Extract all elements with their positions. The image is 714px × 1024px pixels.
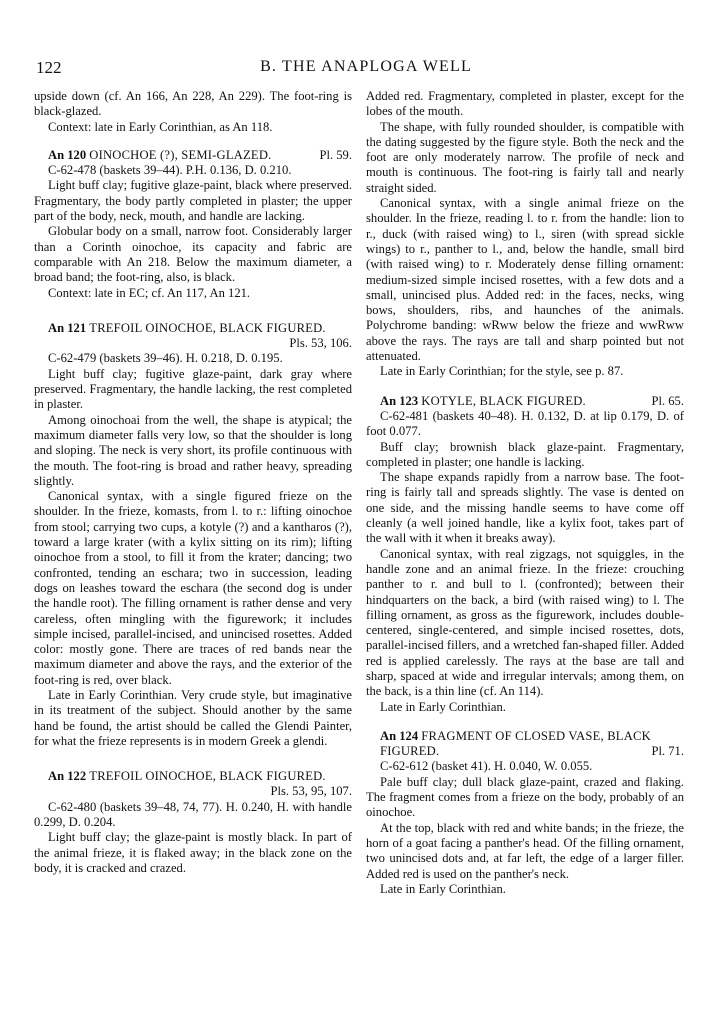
paragraph: Pale buff clay; dull black glaze-paint, crazed and flaking. The fragment comes from a frieze on the body, probably of an oinochoe.	[366, 774, 684, 820]
entry-id: An 123	[380, 393, 419, 408]
entry-title: OINOCHOE (?), SEMI-GLAZED.	[89, 147, 272, 162]
plate-ref: Pl. 59.	[319, 147, 352, 162]
entry-title: TREFOIL OINOCHOE, BLACK FIGURED.	[89, 320, 326, 335]
entry-title: FRAGMENT OF CLOSED VASE, BLACK	[421, 728, 651, 743]
paragraph: Globular body on a small, narrow foot. Considerably larger than a Corinth oinochoe, its capacity and fabric are comparable with An 218. Below the maximum diameter, a broad band; the foot-ring, also, is black.	[34, 224, 352, 285]
entry-id: An 122	[48, 769, 87, 784]
paragraph: Context: late in EC; cf. An 117, An 121.	[48, 285, 251, 300]
catalogue-line: C-62-481 (baskets 40–48). H. 0.132, D. at lip 0.179, D. of foot 0.077.	[366, 408, 684, 439]
running-title: B. THE ANAPLOGA WELL	[260, 58, 472, 75]
paragraph: Late in Early Corinthian. Very crude style, but imaginative in its treatment of the subject. Should another by the same hand be found, the artist should be called the Glendi Painter, for what the frieze represents is in modern Greek a glendi.	[34, 687, 352, 748]
right-column	[366, 89, 684, 897]
page-number: 122	[36, 58, 62, 77]
paragraph: Canonical syntax, with a single figured frieze on the shoulder. In the frieze, komasts, from l. to r.: lifting oinochoe from stool; carrying two cups, a kotyle (?) and a kantharos (?), toward a large krater (with a kylix sitting on its rim); lifting oinochoe from a stool, to fill it from the krater; dancing; two confronted, tending an eschara; two in succession, leading dogs on leashes toward the eschara (the second dog is under the handle root). The filling ornament is rather dense and very careless, often mingling with the figurework; it includes simple incised, parallel-incised, and unincised rosettes. Added color: mostly gone. There are traces of red bands near the maximum diameter and above the rays, and the exterior of the foot-ring is red, over black.	[34, 489, 352, 687]
paragraph: Light buff clay; fugitive glaze-paint, dark gray where preserved. Fragmentary, the handle lacking, the rest completed in plaster.	[34, 366, 352, 412]
page-header	[36, 58, 696, 80]
entry-id: An 121	[48, 320, 87, 335]
paragraph: The shape, with fully rounded shoulder, is compatible with the dating suggested by the figure style. Both the neck and the foot are only moderately narrow. The profile of neck and mouth is continuous. The foot-ring is fairly tall and nearly straight sided.	[366, 119, 684, 195]
plate-ref: Pls. 53, 95, 107.	[270, 784, 352, 799]
plate-ref: Pl. 65.	[651, 393, 684, 408]
paragraph: Late in Early Corinthian.	[380, 699, 506, 714]
paragraph: Canonical syntax, with real zigzags, not squiggles, in the handle zone and an animal frieze. In the frieze: crouching panther to r. and bull to l. (confronted); between their hindquarters on the back, a bird (with raised wing) to l. The filling ornament, as gross as the figurework, includes double-centered, single-centered, and simple incised rosettes, dots, parallel-incised fillers, and a wretched fan-shaped filler. Added red is applied carelessly. The rays at the base are tall and sharp, spaced at wide and irregular intervals; among them, on the back, is a thin line (cf. An 114).	[366, 546, 684, 699]
paragraph: Buff clay; brownish black glaze-paint. Fragmentary, completed in plaster; one handle is lacking.	[366, 439, 684, 469]
paragraph: The shape expands rapidly from a narrow base. The foot-ring is fairly tall and spreads slightly. The vase is dented on one side, and the missing handle seems to have come off cleanly (a well joined handle, like a kylix foot, takes part of the wall with it when it breaks away).	[366, 470, 684, 546]
entry-id: An 120	[48, 147, 87, 162]
catalogue-line: C-62-479 (baskets 39–46). H. 0.218, D. 0.195.	[48, 351, 283, 366]
paragraph: Among oinochoai from the well, the shape is atypical; the maximum diameter falls very low, so that the shoulder is long and sloping. The neck is very short, its profile continuous with the mouth. The foot-ring is broad and rather heavy, spreading slightly.	[34, 412, 352, 488]
entry-title-cont: FIGURED.	[380, 744, 440, 759]
left-column	[34, 89, 352, 876]
paragraph: Late in Early Corinthian.	[380, 881, 506, 896]
paragraph: Canonical syntax, with a single animal frieze on the shoulder. In the frieze, reading l. to r. from the handle: lion to r., duck (with raised wing) to l., siren (with spread sickle wings) to r., panther to l., and, below the handle, small bird (with raised wing) to r. Moderately dense filling ornament: medium-sized simple incised rosettes, with a few dots and a small, unincised plus. Added red: in the faces, necks, wing bows, shoulders, ribs, and haunches of the animals. Polychrome banding: wRww below the frieze and wwRww above the rays. The rays are tall and sharp pointed but not attenuated.	[366, 196, 684, 364]
catalogue-line: C-62-478 (baskets 39–44). P.H. 0.136, D. 0.210.	[48, 163, 292, 178]
entry-an122	[34, 769, 352, 876]
entry-an124	[366, 729, 684, 897]
paragraph: Late in Early Corinthian; for the style, see p. 87.	[380, 364, 624, 379]
entry-title: KOTYLE, BLACK FIGURED.	[421, 393, 586, 408]
continuation-text: upside down (cf. An 166, An 228, An 229). The foot-ring is black-glazed.	[34, 89, 352, 119]
paragraph: Added red. Fragmentary, completed in plaster, except for the lobes of the mouth.	[366, 89, 684, 119]
entry-id: An 124	[380, 728, 419, 743]
entry-title: TREFOIL OINOCHOE, BLACK FIGURED.	[89, 769, 326, 784]
paragraph: Light buff clay; fugitive glaze-paint, black where preserved. Fragmentary, the body partly completed in plaster; the upper part of the body, neck, mouth, and handle are lacking.	[34, 178, 352, 224]
paragraph: Light buff clay; the glaze-paint is mostly black. In part of the animal frieze, it is flaked away; in the black zone on the body, it is cracked and crazed.	[34, 830, 352, 875]
entry-an120	[34, 148, 352, 301]
entry-an123	[366, 394, 684, 715]
plate-ref: Pl. 71.	[651, 744, 684, 759]
plate-ref: Pls. 53, 106.	[289, 336, 352, 351]
catalogue-line: C-62-480 (baskets 39–48, 74, 77). H. 0.240, H. with handle 0.299, D. 0.204.	[34, 799, 352, 830]
catalogue-line: C-62-612 (basket 41). H. 0.040, W. 0.055.	[380, 759, 593, 774]
paragraph: At the top, black with red and white bands; in the frieze, the horn of a goat facing a panther's head. Of the filling ornament, two unincised dots and, at far left, the edge of a larger filler. Added red is used on the panther's neck.	[366, 820, 684, 881]
continuation-context: Context: late in Early Corinthian, as An 118.	[48, 119, 273, 134]
entry-an121	[34, 321, 352, 749]
